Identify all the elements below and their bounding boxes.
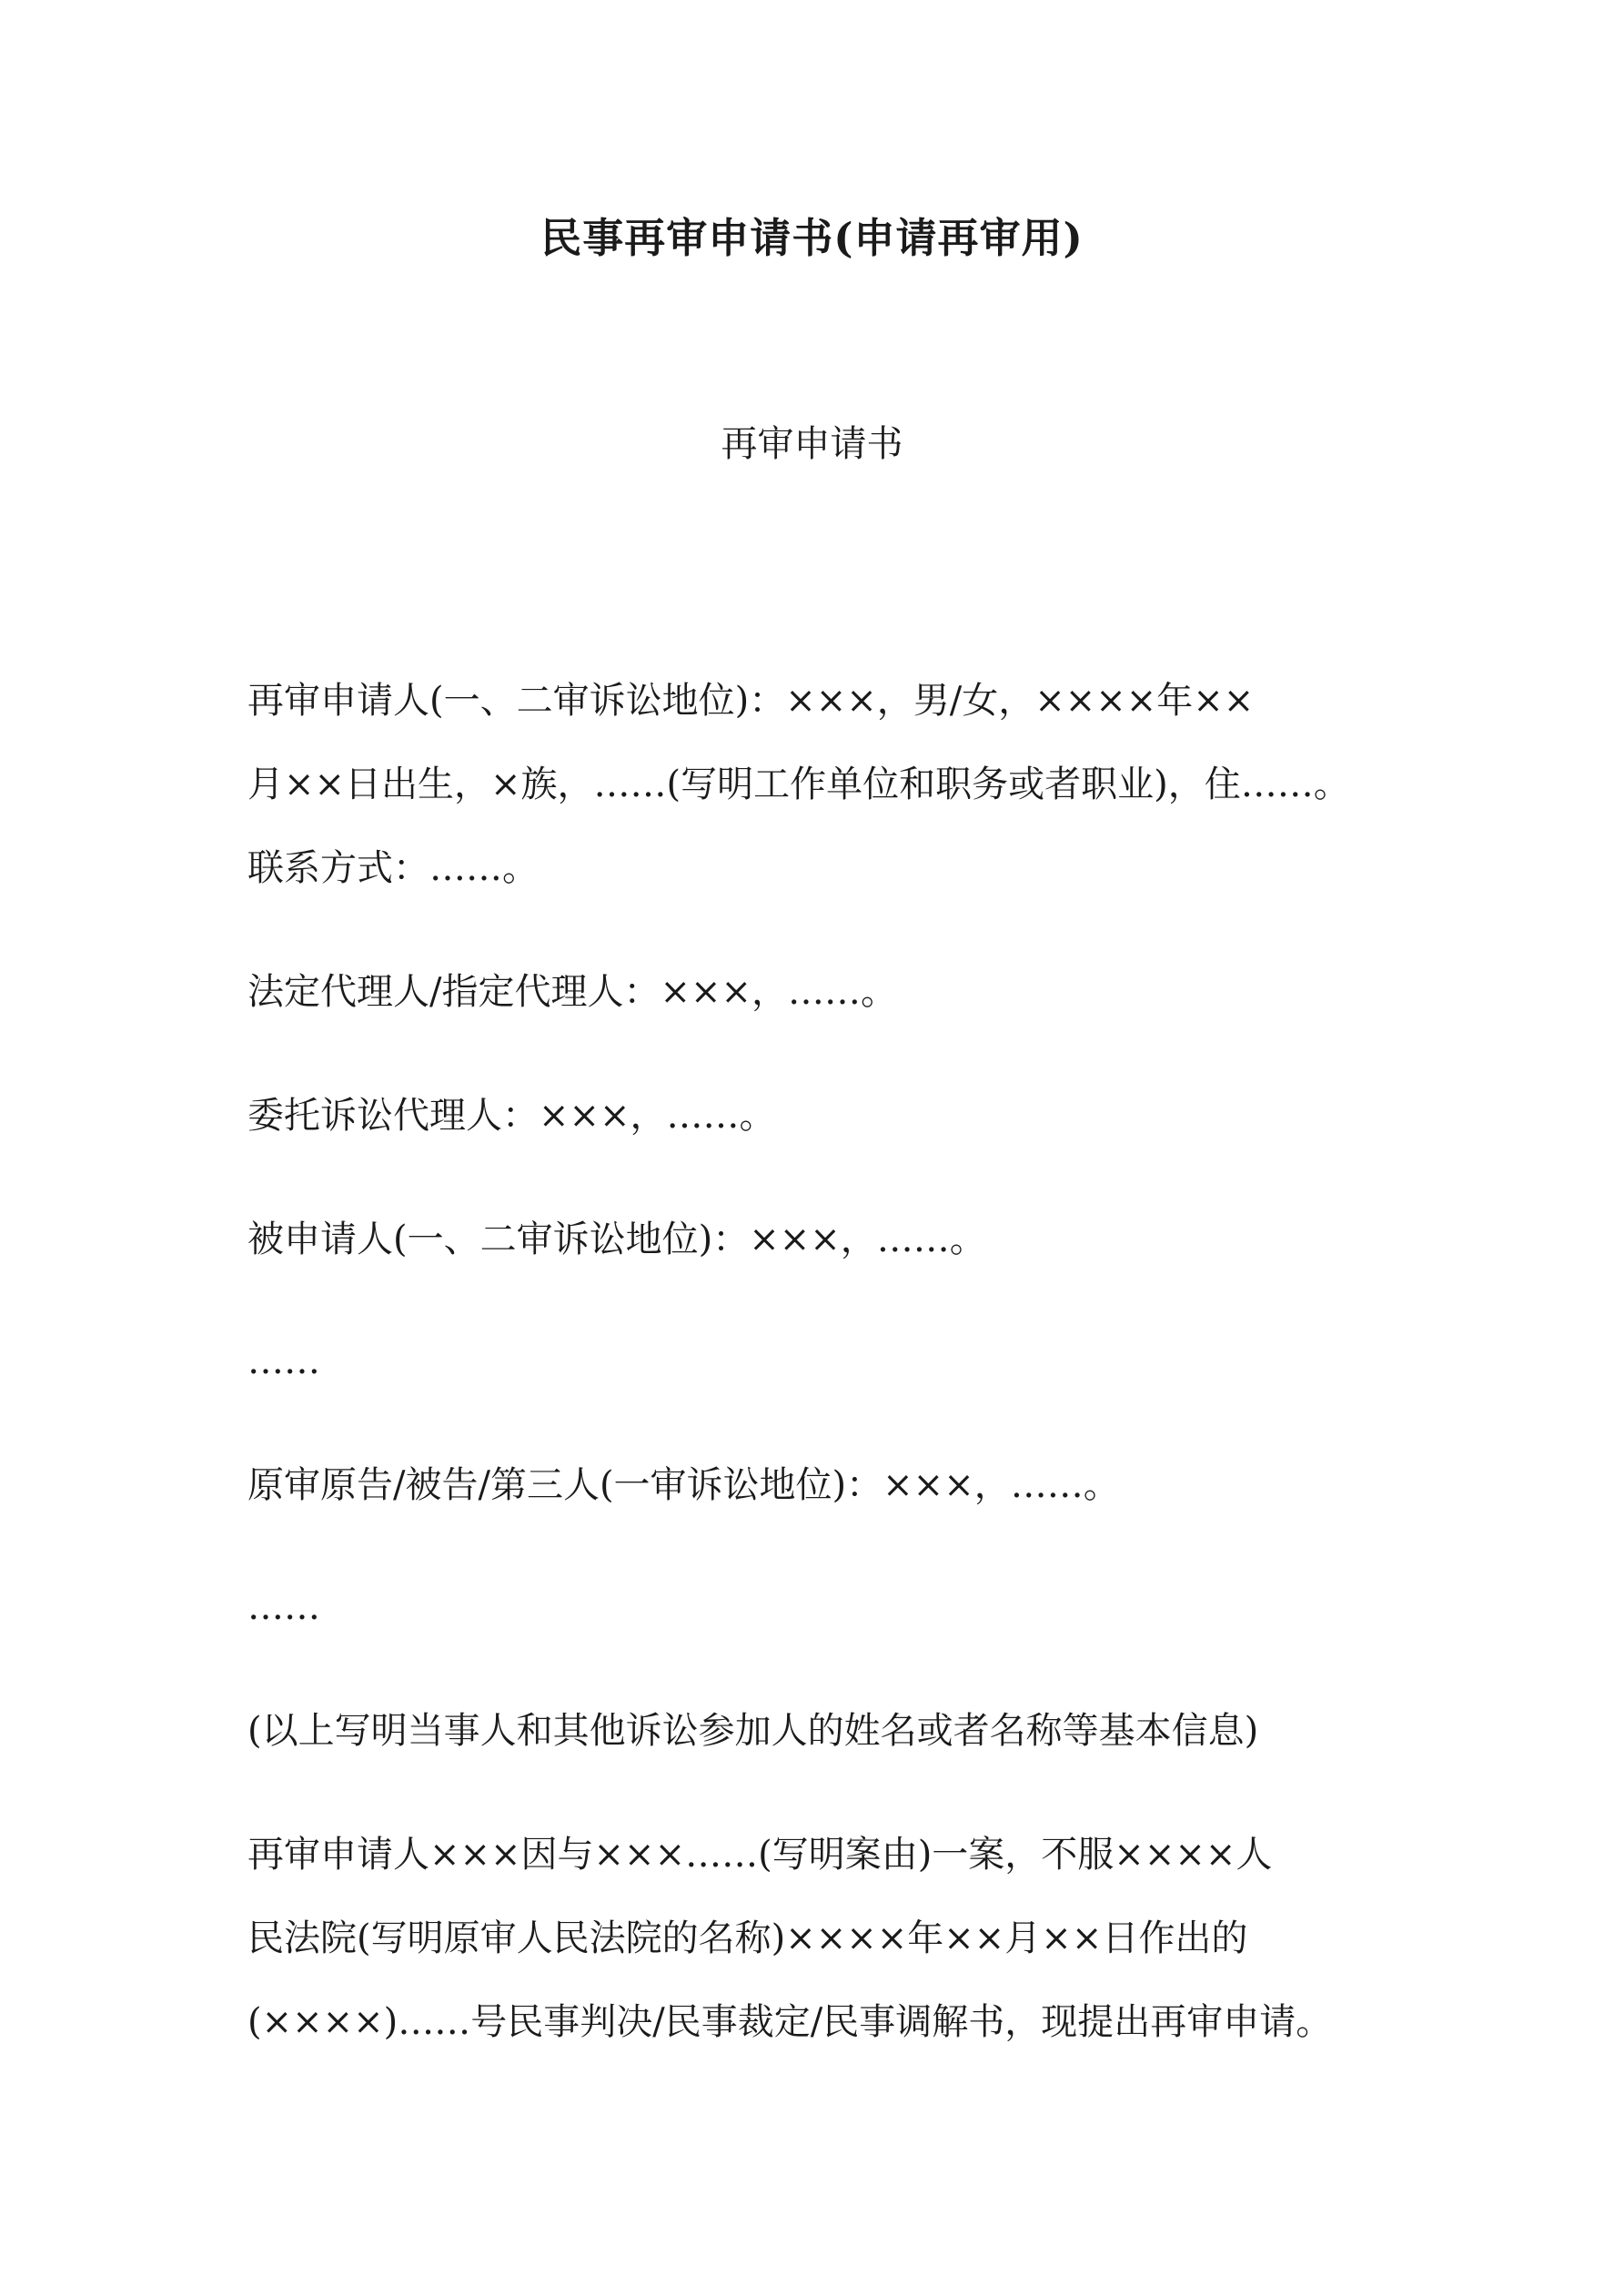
ellipsis-line-1: …… xyxy=(247,1340,320,1382)
ellipsis-line-2: …… xyxy=(247,1586,320,1628)
legal-representative-line: 法定代理人/指定代理人：×××，……。 xyxy=(247,971,898,1013)
request-paragraph-line-1: 再审申请人×××因与×××……(写明案由)一案，不服××××人 xyxy=(247,1834,1273,1876)
document-subtitle: 再审申请书 xyxy=(721,423,903,465)
applicant-line-2: 月××日出生，×族，……(写明工作单位和职务或者职业)，住……。 xyxy=(247,764,1350,805)
respondent-line: 被申请人(一、二审诉讼地位)：×××，……。 xyxy=(247,1219,986,1260)
document-title: 民事再审申请书(申请再审用) xyxy=(540,214,1084,262)
applicant-line-1: 再审申请人(一、二审诉讼地位)：×××，男/女，××××年×× xyxy=(247,680,1255,722)
party-info-note: (以上写明当事人和其他诉讼参加人的姓名或者名称等基本信息) xyxy=(247,1710,1259,1752)
request-paragraph-line-2: 民法院(写明原审人民法院的名称)××××年××月××日作出的 xyxy=(247,1917,1248,1959)
applicant-contact-line: 联系方式：……。 xyxy=(247,847,539,889)
request-paragraph-line-3: (××××)……号民事判决/民事裁定/民事调解书，现提出再审申请。 xyxy=(247,2001,1333,2043)
original-party-line: 原审原告/被告/第三人(一审诉讼地位)：×××，……。 xyxy=(247,1464,1120,1506)
entrusted-agent-line: 委托诉讼代理人：×××，……。 xyxy=(247,1095,776,1137)
